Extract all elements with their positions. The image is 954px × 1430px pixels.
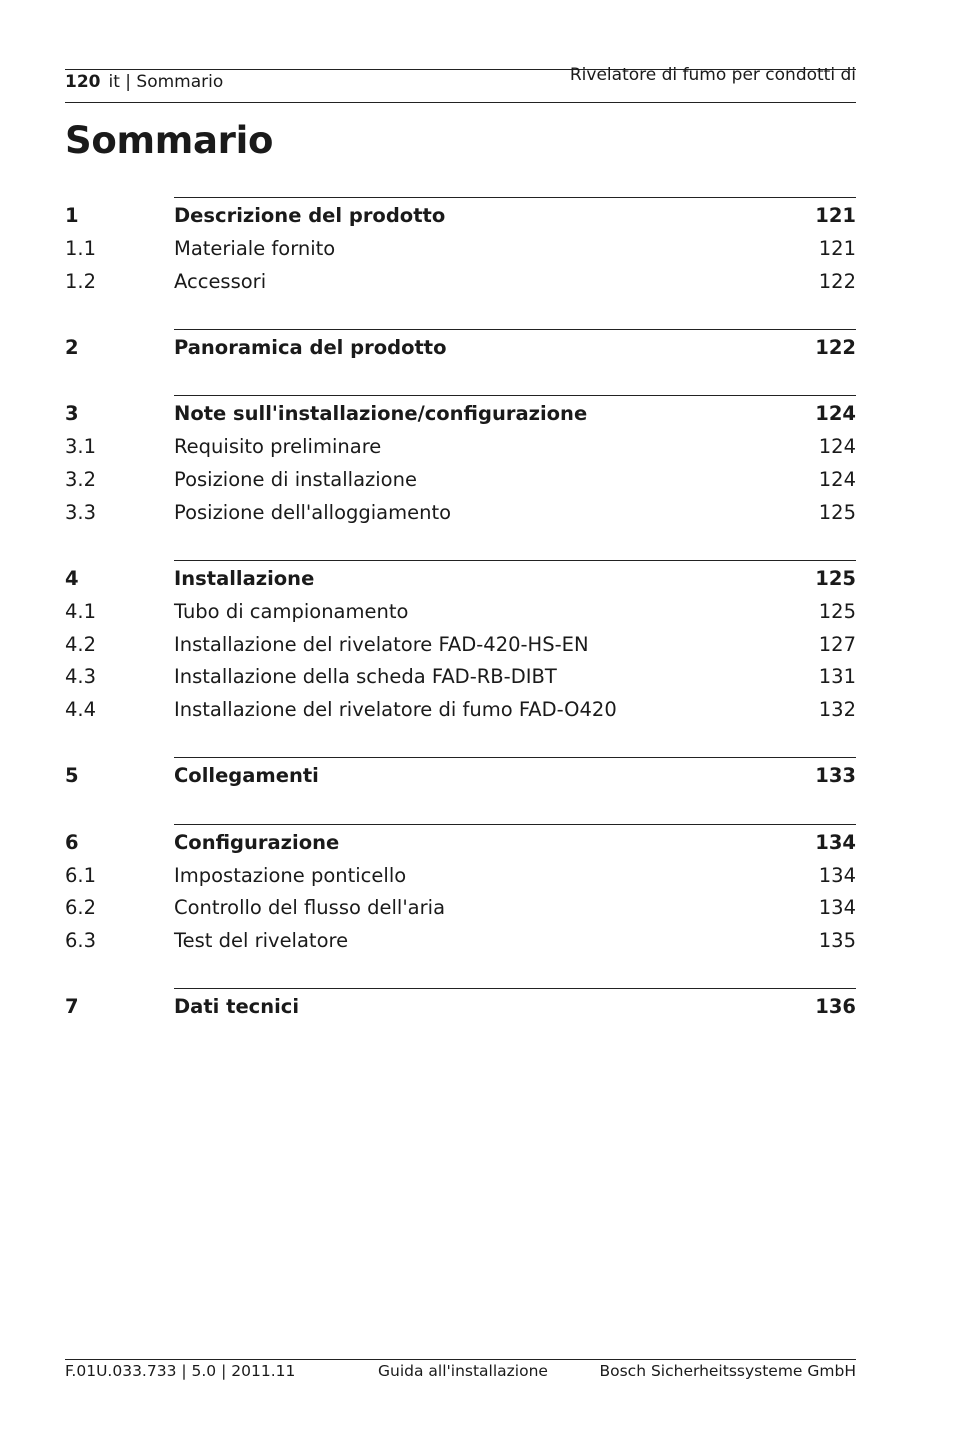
chapter-rule bbox=[174, 560, 856, 561]
toc-chapter-entry[interactable] bbox=[65, 564, 856, 594]
toc-entry-page: 125 bbox=[818, 500, 856, 524]
page-number: 120 bbox=[65, 72, 101, 92]
toc-entry-num: 4.3 bbox=[65, 665, 97, 689]
chapter-rule bbox=[174, 757, 856, 758]
chapter-rule bbox=[174, 329, 856, 330]
toc-entry-page: 124 bbox=[815, 402, 856, 426]
footer-guide-name: Guida all'installazione bbox=[378, 1362, 548, 1380]
header-bottom-rule bbox=[65, 102, 856, 103]
toc-entry-num: 4.4 bbox=[65, 698, 97, 722]
toc-chapter-entry[interactable] bbox=[65, 333, 856, 363]
toc-entry-title: Accessori bbox=[174, 269, 267, 293]
toc-entry-num: 3.2 bbox=[65, 467, 97, 491]
toc-entry-num: 1.2 bbox=[65, 269, 97, 293]
toc-entry-page: 127 bbox=[818, 632, 856, 656]
toc-entry-num: 6.2 bbox=[65, 896, 97, 920]
toc-entry-page: 121 bbox=[818, 236, 856, 260]
chapter-rule bbox=[174, 824, 856, 825]
toc-entry-num: 2 bbox=[65, 335, 79, 359]
toc-entry-num: 3.1 bbox=[65, 435, 97, 458]
toc-entry-num: 5 bbox=[65, 764, 79, 788]
toc-entry-title: Collegamenti bbox=[174, 764, 319, 788]
toc-entry-page: 136 bbox=[815, 995, 856, 1019]
toc-entry-page: 125 bbox=[815, 566, 856, 590]
toc-entry-page: 134 bbox=[818, 896, 856, 920]
toc-section-entry[interactable] bbox=[65, 662, 856, 692]
toc-section-entry[interactable] bbox=[65, 432, 856, 462]
toc-entry-title: Impostazione ponticello bbox=[174, 863, 407, 887]
toc-entry-title: Installazione bbox=[174, 566, 315, 590]
toc-chapter-entry[interactable] bbox=[65, 992, 856, 1022]
toc-section-entry[interactable] bbox=[65, 267, 856, 297]
toc-entry-title: Requisito preliminare bbox=[174, 435, 382, 458]
toc-entry-title: Descrizione del prodotto bbox=[174, 204, 446, 227]
chapter-rule bbox=[174, 395, 856, 396]
toc-entry-page: 124 bbox=[818, 435, 856, 458]
footer-rule bbox=[65, 1359, 856, 1360]
toc-entry-title: Controllo del flusso dell'aria bbox=[174, 896, 446, 920]
toc-section-entry[interactable] bbox=[65, 630, 856, 660]
page-title: Sommario bbox=[65, 119, 274, 162]
toc-entry-num: 4.2 bbox=[65, 632, 97, 656]
toc-entry-num: 1.1 bbox=[65, 236, 97, 260]
toc-entry-num: 4.1 bbox=[65, 599, 97, 623]
toc-entry-num: 3.3 bbox=[65, 500, 97, 524]
toc-entry-page: 135 bbox=[818, 929, 856, 953]
toc-chapter-entry[interactable] bbox=[65, 201, 856, 231]
chapter-rule bbox=[174, 988, 856, 989]
toc-entry-num: 3 bbox=[65, 402, 79, 426]
toc-entry-title: Posizione di installazione bbox=[174, 467, 417, 491]
header-document-title: Rivelatore di fumo per condotti di bbox=[569, 65, 856, 85]
toc-entry-title: Tubo di campionamento bbox=[174, 599, 409, 623]
toc-section-entry[interactable] bbox=[65, 465, 856, 495]
toc-section-entry[interactable] bbox=[65, 926, 856, 956]
toc-entry-num: 1 bbox=[65, 204, 79, 227]
toc-chapter-entry[interactable] bbox=[65, 828, 856, 858]
chapter-rule bbox=[174, 197, 856, 198]
footer-company: Bosch Sicherheitssysteme GmbH bbox=[599, 1362, 856, 1380]
header-section: it | Sommario bbox=[108, 72, 224, 92]
toc-entry-num: 7 bbox=[65, 995, 79, 1019]
toc-entry-num: 6 bbox=[65, 830, 79, 854]
toc-chapter-entry[interactable] bbox=[65, 399, 856, 429]
toc-entry-title: Posizione dell'alloggiamento bbox=[174, 500, 452, 524]
toc-entry-page: 121 bbox=[815, 204, 856, 227]
toc-section-entry[interactable] bbox=[65, 893, 856, 923]
toc-section-entry[interactable] bbox=[65, 861, 856, 891]
toc-entry-title: Installazione del rivelatore di fumo FAD-O420 bbox=[174, 698, 617, 722]
toc-entry-title: Note sull'installazione/configurazione bbox=[174, 402, 588, 426]
toc-section-entry[interactable] bbox=[65, 695, 856, 725]
toc-entry-page: 122 bbox=[815, 335, 856, 359]
toc-entry-title: Installazione della scheda FAD-RB-DIBT bbox=[174, 665, 557, 689]
toc-entry-page: 134 bbox=[815, 830, 856, 854]
toc-entry-num: 6.1 bbox=[65, 863, 97, 887]
toc-entry-page: 133 bbox=[815, 764, 856, 788]
footer-doc-reference: F.01U.033.733 | 5.0 | 2011.11 bbox=[65, 1362, 296, 1380]
toc-entry-page: 134 bbox=[818, 863, 856, 887]
toc-entry-title: Materiale fornito bbox=[174, 236, 336, 260]
toc-entry-page: 122 bbox=[818, 269, 856, 293]
toc-entry-title: Configurazione bbox=[174, 830, 340, 854]
toc-entry-title: Test del rivelatore bbox=[174, 929, 349, 953]
toc-section-entry[interactable] bbox=[65, 498, 856, 528]
toc-entry-page: 131 bbox=[818, 665, 856, 689]
toc-entry-page: 124 bbox=[818, 467, 856, 491]
toc-entry-title: Installazione del rivelatore FAD-420-HS-EN bbox=[174, 632, 589, 656]
toc-section-entry[interactable] bbox=[65, 597, 856, 627]
toc-section-entry[interactable] bbox=[65, 234, 856, 264]
toc-entry-num: 6.3 bbox=[65, 929, 97, 953]
toc-entry-num: 4 bbox=[65, 566, 79, 590]
toc-entry-title: Dati tecnici bbox=[174, 995, 300, 1019]
toc-entry-title: Panoramica del prodotto bbox=[174, 335, 447, 359]
toc-chapter-entry[interactable] bbox=[65, 761, 856, 791]
toc-entry-page: 132 bbox=[818, 698, 856, 722]
running-header-left bbox=[65, 71, 223, 93]
toc-entry-page: 125 bbox=[818, 599, 856, 623]
